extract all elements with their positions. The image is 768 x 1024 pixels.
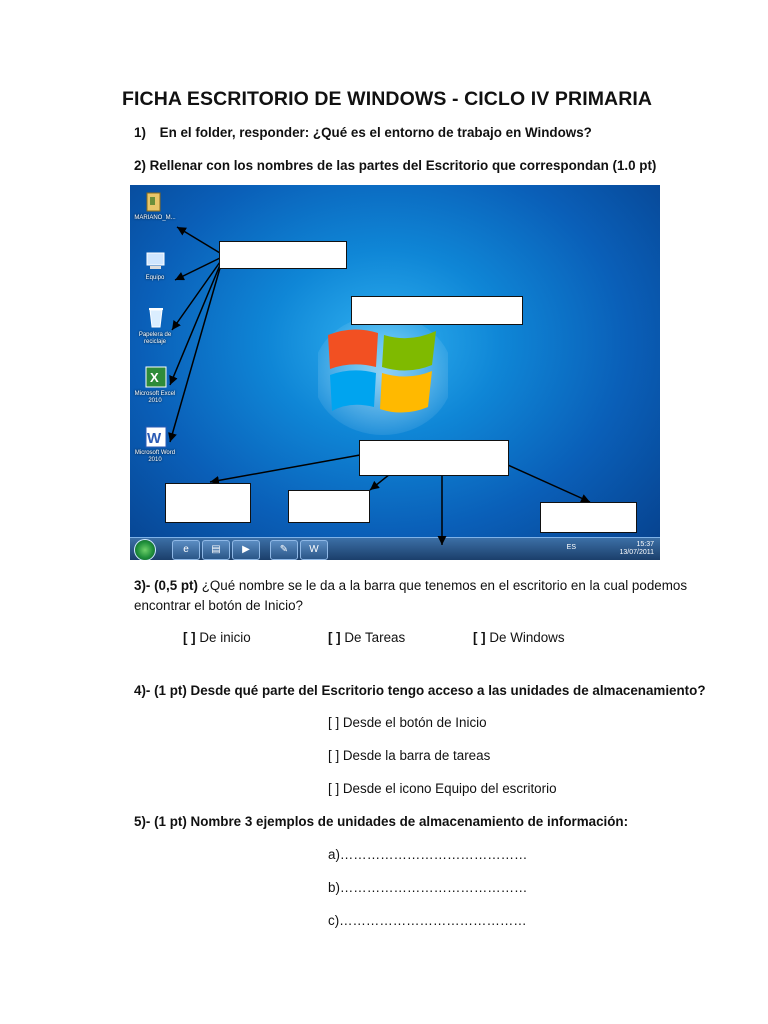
checkbox-bracket[interactable]: [ ] [183, 630, 196, 645]
svg-text:X: X [150, 370, 159, 385]
checkbox-bracket[interactable]: [ ] [328, 630, 341, 645]
question-1-number: 1) [134, 125, 146, 140]
question-3 [134, 578, 734, 593]
clock-time: 15:37 [636, 541, 654, 548]
answer-box-quick-launch[interactable] [288, 490, 370, 523]
answer-box-taskbar[interactable] [359, 440, 509, 476]
q3-option-label: De inicio [199, 630, 251, 645]
q4-option-2[interactable]: [ ] Desde la barra de tareas [328, 748, 491, 763]
q3-option-2[interactable] [328, 630, 405, 645]
q3-option-3[interactable] [473, 630, 565, 645]
q4-option-1[interactable]: [ ] Desde el botón de Inicio [328, 715, 487, 730]
answer-box-icons[interactable] [219, 241, 347, 269]
paint-icon[interactable]: ✎ [270, 540, 298, 560]
checkbox-bracket[interactable]: [ ] [473, 630, 486, 645]
word-taskbar-icon[interactable]: W [300, 540, 328, 560]
language-indicator[interactable]: ES [566, 544, 576, 551]
question-1-text: En el folder, responder: ¿Qué es el entorno de trabajo en Windows? [159, 125, 592, 140]
q5-answer-line-c[interactable]: c)…………………………………… [328, 913, 527, 928]
file-explorer-icon[interactable]: ▤ [202, 540, 230, 560]
internet-explorer-icon[interactable]: e [172, 540, 200, 560]
question-3-text: ¿Qué nombre se le da a la barra que tenemos en el escritorio en la cual podemos [197, 578, 688, 593]
clock-date: 13/07/2011 [619, 549, 654, 556]
media-player-icon[interactable]: ▶ [232, 540, 260, 560]
desktop-icon-label: Microsoft Word 2010 [134, 450, 176, 463]
question-3-points: 3)- (0,5 pt) [134, 578, 198, 593]
question-3-text-line2: encontrar el botón de Inicio? [134, 598, 303, 613]
q3-option-label: De Tareas [344, 630, 406, 645]
question-2-text: 2) Rellenar con los nombres de las partes del Escritorio que correspondan (1.0 pt) [134, 158, 657, 173]
question-4-text: 4)- (1 pt) Desde qué parte del Escritorio tengo acceso a las unidades de almacenamiento? [134, 683, 706, 698]
page-title: FICHA ESCRITORIO DE WINDOWS - CICLO IV PRIMARIA [122, 88, 653, 110]
answer-box-wallpaper[interactable] [351, 296, 523, 325]
answer-box-notification-area[interactable] [540, 502, 637, 533]
question-5-text: 5)- (1 pt) Nombre 3 ejemplos de unidades de almacenamiento de información: [134, 814, 629, 829]
q4-option-3[interactable]: [ ] Desde el icono Equipo del escritorio [328, 781, 557, 796]
q3-option-label: De Windows [489, 630, 565, 645]
desktop-icon-label: MARIANO_M... [134, 215, 176, 221]
desktop-icon-label: Papelera de reciclaje [138, 332, 172, 345]
svg-text:W: W [147, 430, 162, 447]
desktop-icon-label: Microsoft Excel 2010 [134, 391, 176, 404]
answer-box-start-button[interactable] [165, 483, 251, 523]
desktop-icon-label: Equipo [145, 275, 165, 281]
q3-option-1[interactable] [183, 630, 251, 645]
q5-answer-line-a[interactable]: a)…………………………………… [328, 847, 528, 862]
q5-answer-line-b[interactable]: b)…………………………………… [328, 880, 528, 895]
